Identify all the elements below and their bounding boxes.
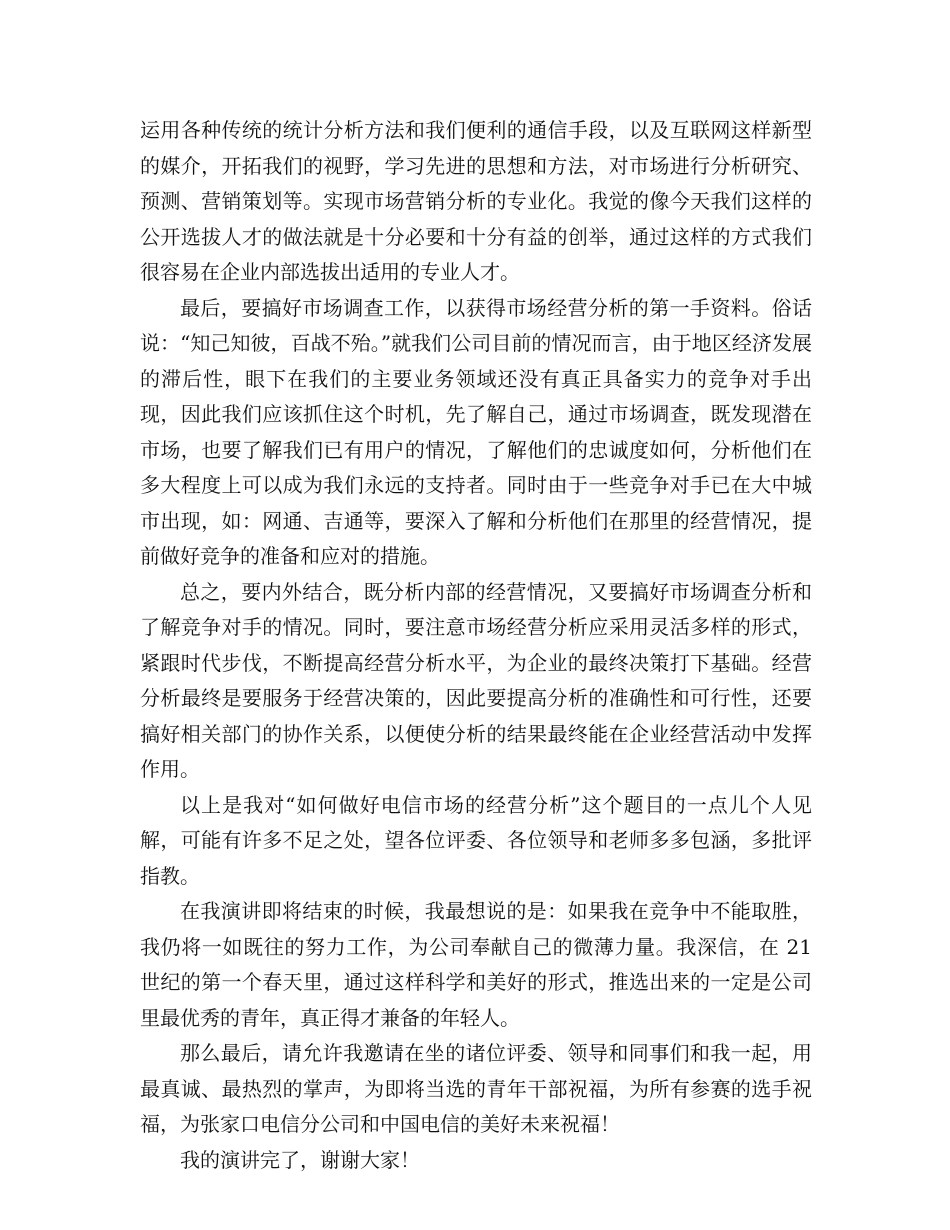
paragraph-humble-opinion: 以上是我对“如何做好电信市场的经营分析”这个题目的一点儿个人见解，可能有许多不足之处，望各位评委、各位领导和老师多多包涵，多批评指教。 <box>140 792 812 888</box>
paragraph-closing-remarks: 在我演讲即将结束的时候，我最想说的是：如果我在竞争中不能取胜，我仍将一如既往的努力工作，为公司奉献自己的微薄力量。我深信，在 21 世纪的第一个春天里，通过这样科学和美好的形式，推选出来的一定是公司里最优秀的青年，真正得才兼备的年轻人。 <box>140 899 812 1030</box>
paragraph-market-survey: 最后，要搞好市场调查工作，以获得市场经营分析的第一手资料。俗话说：“知己知彼，百战不殆。”就我们公司目前的情况而言，由于地区经济发展的滞后性，眼下在我们的主要业务领域还没有真正具备实力的竞争对手出现，因此我们应该抓住这个时机，先了解自己，通过市场调查，既发现潜在市场，也要了解我们已有用户的情况，了解他们的忠诚度如何，分析他们在多大程度上可以成为我们永远的支持者。同时由于一些竞争对手已在大中城市出现，如：网通、吉通等，要深入了解和分析他们在那里的经营情况，提前做好竞争的准备和应对的措施。 <box>140 295 812 568</box>
paragraph-applause-invitation: 那么最后，请允许我邀请在坐的诸位评委、领导和同事们和我一起，用最真诚、最热烈的掌声，为即将当选的青年干部祝福，为所有参赛的选手祝福，为张家口电信分公司和中国电信的美好未来祝福！ <box>140 1041 812 1136</box>
paragraph-thanks: 我的演讲完了，谢谢大家！ <box>180 1147 420 1172</box>
paragraph-continued: 运用各种传统的统计分析方法和我们便利的通信手段，以及互联网这样新型的媒介，开拓我们的视野，学习先进的思想和方法，对市场进行分析研究、预测、营销策划等。实现市场营销分析的专业化。我觉的像今天我们这样的公开选拔人才的做法就是十分必要和十分有益的创举，通过这样的方式我们很容易在企业内部选拔出适用的专业人才。 <box>140 118 812 284</box>
document-body <box>140 113 812 1178</box>
paragraph-summary: 总之，要内外结合，既分析内部的经营情况，又要搞好市场调查分析和了解竞争对手的情况。同时，要注意市场经营分析应采用灵活多样的形式，紧跟时代步伐，不断提高经营分析水平，为企业的最终决策打下基础。经营分析最终是要服务于经营决策的，因此要提高分析的准确性和可行性，还要搞好相关部门的协作关系，以便使分析的结果最终能在企业经营活动中发挥作用。 <box>140 579 812 781</box>
